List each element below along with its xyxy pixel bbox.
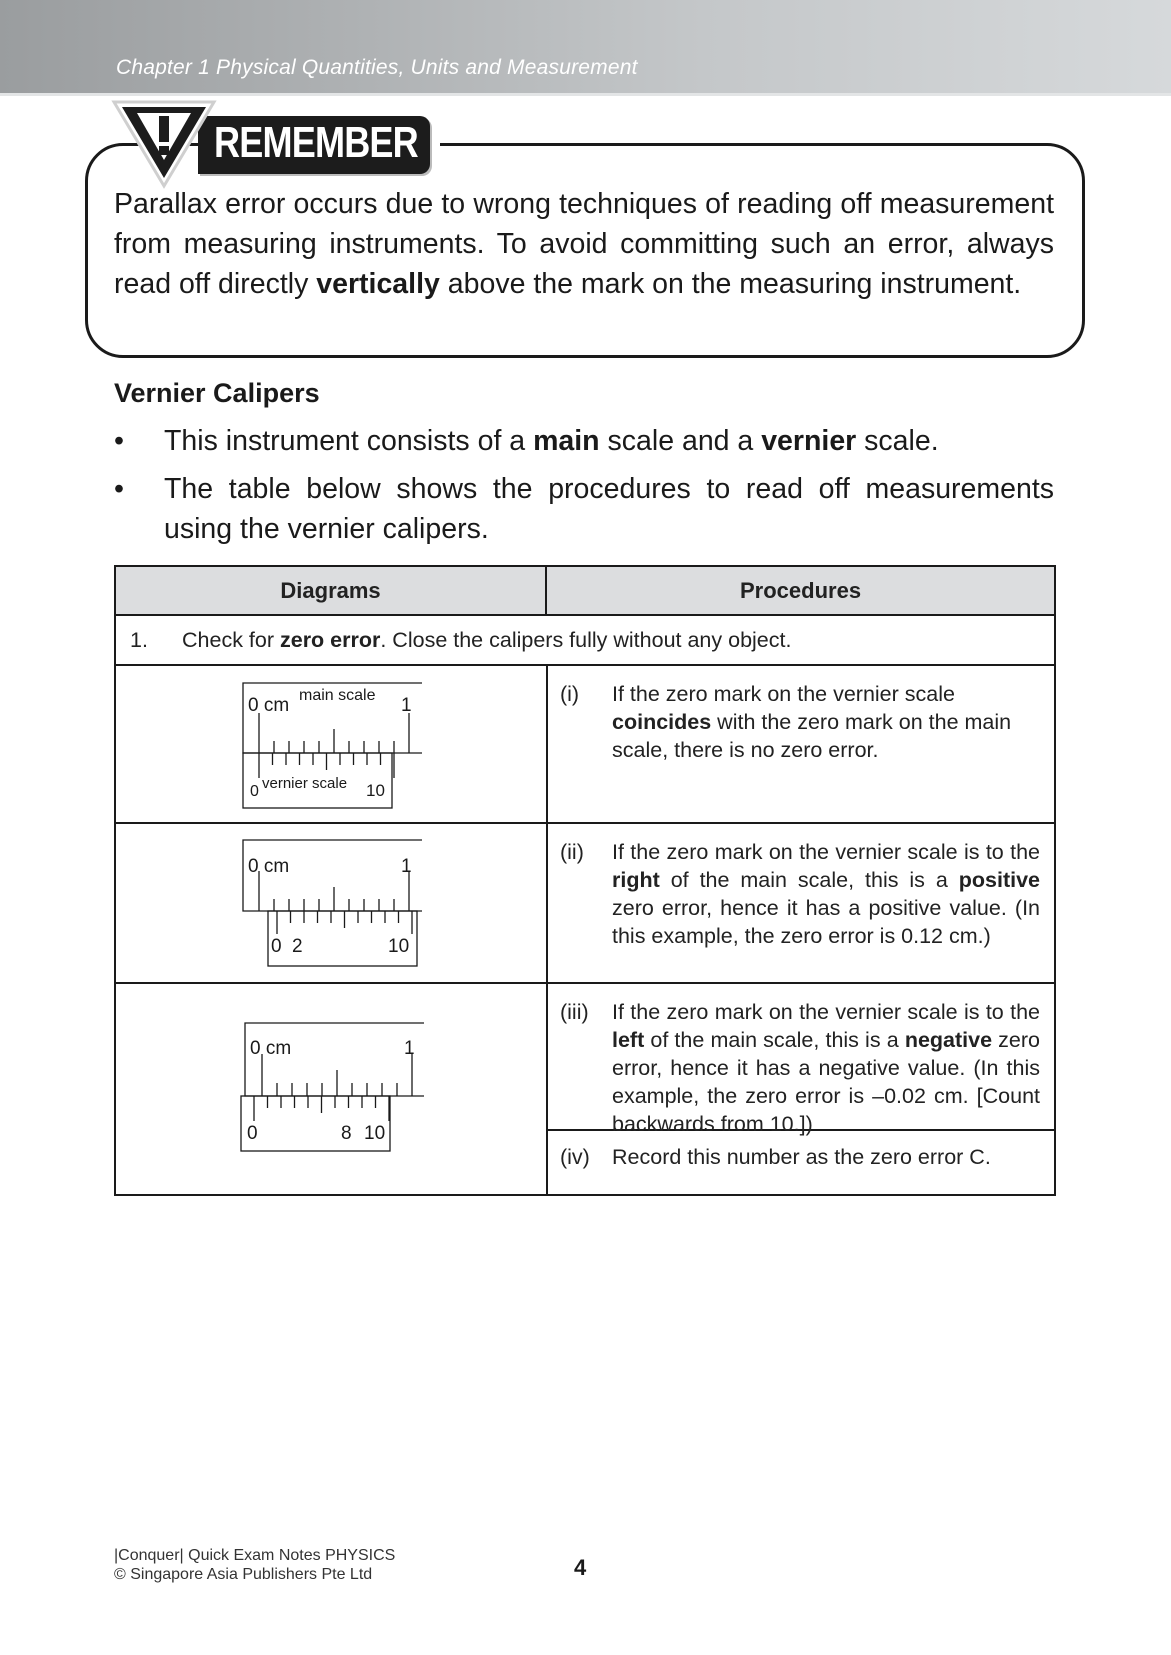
step-number: 1.: [130, 627, 148, 652]
procedure-number: (iv): [560, 1145, 590, 1169]
table-row: [116, 666, 1054, 824]
svg-text:1: 1: [401, 856, 412, 877]
procedure-text: Record this number as the zero error C.: [612, 1145, 991, 1169]
svg-text:vernier scale: vernier scale: [262, 775, 348, 792]
table-row: [116, 984, 1054, 1194]
header-procedures: Procedures: [740, 577, 862, 603]
footer-book-title: |Conquer| Quick Exam Notes PHYSICS: [114, 1547, 396, 1564]
procedure-cell: [548, 984, 1054, 1194]
svg-text:0: 0: [271, 936, 282, 957]
step-row: [116, 616, 1054, 666]
procedure-number: (i): [560, 682, 580, 706]
bullet-text: The table below shows the procedures to read off measurements using the vernier calipers.: [164, 473, 1054, 545]
svg-text:1: 1: [401, 695, 412, 716]
vernier-diagram-no-error: [116, 666, 546, 822]
footer-publication: [114, 1546, 395, 1584]
procedure-item: [548, 824, 1054, 950]
bullet-text: This instrument consists of a main scale and a vernier scale.: [164, 425, 939, 457]
page-number: 4: [574, 1555, 587, 1580]
warning-triangle-exclamation-icon: [110, 98, 220, 190]
procedure-item: [548, 666, 1054, 764]
svg-text:10: 10: [388, 936, 410, 957]
svg-text:main scale: main scale: [299, 687, 376, 704]
vernier-diagram-negative-error: [116, 984, 546, 1192]
table-header-row: [116, 567, 1054, 616]
chapter-header-band: [0, 0, 1171, 96]
procedure-text: If the zero mark on the vernier scale is to the right of the main scale, this is a positive zero error, hence it has a positive value. (In this example, the zero error is 0.12 cm.): [612, 840, 1040, 948]
procedure-number: (ii): [560, 840, 584, 864]
section-title: Vernier Calipers: [114, 378, 320, 408]
procedure-number: (iii): [560, 1000, 589, 1024]
bullet-marker: •: [114, 425, 124, 457]
svg-text:0 cm: 0 cm: [248, 856, 290, 877]
procedure-cell: [548, 824, 1054, 982]
svg-text:0: 0: [250, 783, 259, 800]
footer-copyright: © Singapore Asia Publishers Pte Ltd: [114, 1566, 373, 1583]
table-row: [116, 824, 1054, 984]
svg-text:2: 2: [292, 936, 303, 957]
diagram-cell: [116, 824, 548, 982]
svg-text:1: 1: [404, 1038, 415, 1059]
diagram-cell: [116, 666, 548, 822]
remember-badge: [110, 98, 430, 182]
step-text: Check for zero error. Close the calipers fully without any object.: [182, 627, 792, 652]
procedure-text: If the zero mark on the vernier scale coincides with the zero mark on the main scale, there is no zero error.: [612, 682, 1012, 762]
vernier-diagram-positive-error: [116, 824, 546, 982]
procedure-item: [548, 984, 1054, 1136]
svg-text:10: 10: [364, 1123, 386, 1144]
chapter-title: Chapter 1 Physical Quantities, Units and Measurement: [116, 56, 638, 79]
procedure-cell: [548, 666, 1054, 822]
svg-text:0 cm: 0 cm: [248, 695, 290, 716]
bullet-marker: •: [114, 473, 124, 505]
diagram-cell: [116, 984, 548, 1194]
svg-text:8: 8: [341, 1123, 352, 1144]
svg-text:0: 0: [247, 1123, 258, 1144]
remember-text: Parallax error occurs due to wrong techniques of reading off measurement from measuring instruments. To avoid committing such an error, always read off directly vertically above the mark on the measuring instrument.: [114, 188, 1054, 300]
remember-label: REMEMBER: [214, 118, 418, 167]
procedure-text: If the zero mark on the vernier scale is to the left of the main scale, this is a negative zero error, hence it has a negative value. (In this example, the zero error is –0.02 cm. [Count backwards from 10.]): [612, 1000, 1040, 1136]
svg-text:0 cm: 0 cm: [250, 1038, 292, 1059]
box-gap: [430, 142, 440, 148]
procedures-table: [114, 565, 1056, 1196]
svg-text:10: 10: [366, 781, 385, 800]
header-diagrams: Diagrams: [116, 567, 547, 614]
